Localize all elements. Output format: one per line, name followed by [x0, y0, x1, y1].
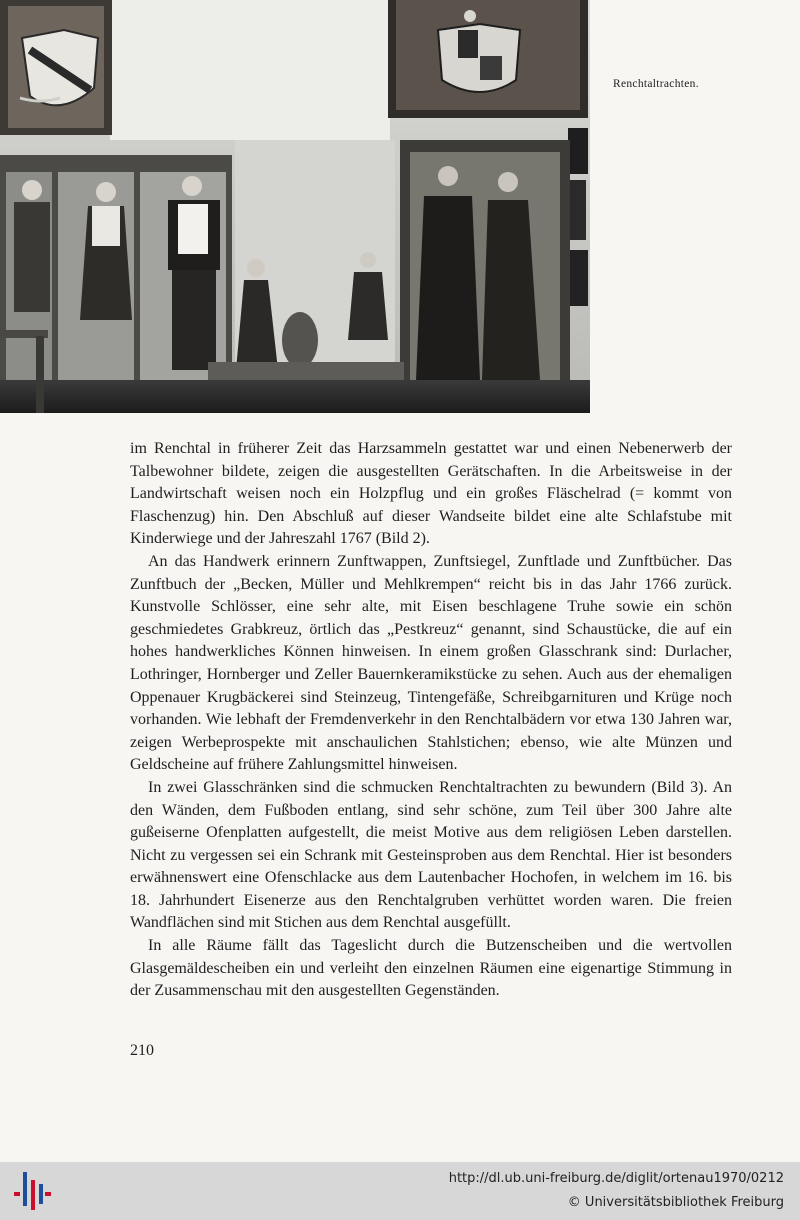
paragraph: In zwei Glasschränken sind die schmucken Renchtaltrachten zu bewundern (Bild 3). An den Wänden, dem Fußboden entlang, sind sehr schöne, zum Teil über 300 Jahre alte gußeiserne Ofenplatten aufgestellt, die meist Motive aus dem religiösen Leben darstellen. Nicht zu vergessen sei ein Schrank mit Gesteinsproben aus dem Renchtal. Hier ist besonders erwähnenswert eine Ofenschlacke aus dem Lautenbacher Hochofen, in welchem im 16. bis 18. Jahrhundert Eisenerze aus den Renchtalgruben verhüttet worden waren. Die freien Wandflächen sind mit Stichen aus dem Renchtal ausgefüllt. — [130, 778, 732, 932]
page-number: 210 — [130, 1042, 154, 1059]
footer-bar — [0, 1162, 800, 1220]
paragraph: im Renchtal in früherer Zeit das Harzsammeln gestattet war und einen Nebenerwerb der Talbewohner bildete, zeigen die ausgestellten Gerätschaften. In die Arbeitsweise in der Landwirtschaft weisen noch ein Holzpflug und ein großes Fläschelrad (= kommt von Flaschenzug) hin. Den Abschluß auf dieser Wandseite bildet eine alte Schlafstube mit Kinderwiege und der Jahreszahl 1767 (Bild 2). — [130, 440, 732, 548]
source-url-link[interactable]: http://dl.ub.uni-freiburg.de/diglit/ortenau1970/0212 — [448, 1171, 784, 1186]
body-text — [130, 438, 732, 1003]
ub-freiburg-logo-icon — [12, 1170, 52, 1216]
photo-caption: Renchtaltrachten. — [613, 78, 699, 90]
paragraph: In alle Räume fällt das Tageslicht durch die Butzenscheiben und die wertvollen Glasgemäldescheiben ein und verleiht den einzelnen Räumen eine eigenartige Stimmung in der Zusammenschau mit den ausgestellten Gegenständen. — [130, 937, 732, 1000]
museum-photo — [0, 0, 590, 413]
copyright-notice: © Universitätsbibliothek Freiburg — [567, 1195, 784, 1210]
coat-of-arms-left — [0, 0, 112, 135]
coat-of-arms-right — [388, 0, 588, 118]
paragraph: An das Handwerk erinnern Zunftwappen, Zunftsiegel, Zunftlade und Zunftbücher. Das Zunftbuch der „Becken, Müller und Mehlkrempen“ reicht bis in das Jahr 1766 zurück. Kunstvolle Schlösser, eine sehr alte, mit Eisen beschlagene Truhe sowie ein schön geschmiedetes Grabkreuz, örtlich das „Pestkreuz“ genannt, sind Schaustücke, die auf ein hohes handwerkliches Können hinweisen. In einem großen Glasschrank sind: Durlacher, Lothringer, Hornberger und Zeller Bauernkeramikstücke zu sehen. Auch aus der ehemaligen Oppenauer Krugbäckerei sind Steinzeug, Tintengefäße, Schreibgarnituren und Krüge noch vorhanden. Wie lebhaft der Fremdenverkehr in den Renchtalbädern vor etwa 130 Jahren war, zeigen Werbeprospekte mit anschaulichen Stahlstichen; ebenso, wie alte Münzen und Geldscheine auf frühere Zahlungsmittel hinweisen. — [130, 552, 732, 774]
glass-cabinet-left — [0, 155, 232, 390]
glass-cabinet-right — [400, 140, 570, 410]
